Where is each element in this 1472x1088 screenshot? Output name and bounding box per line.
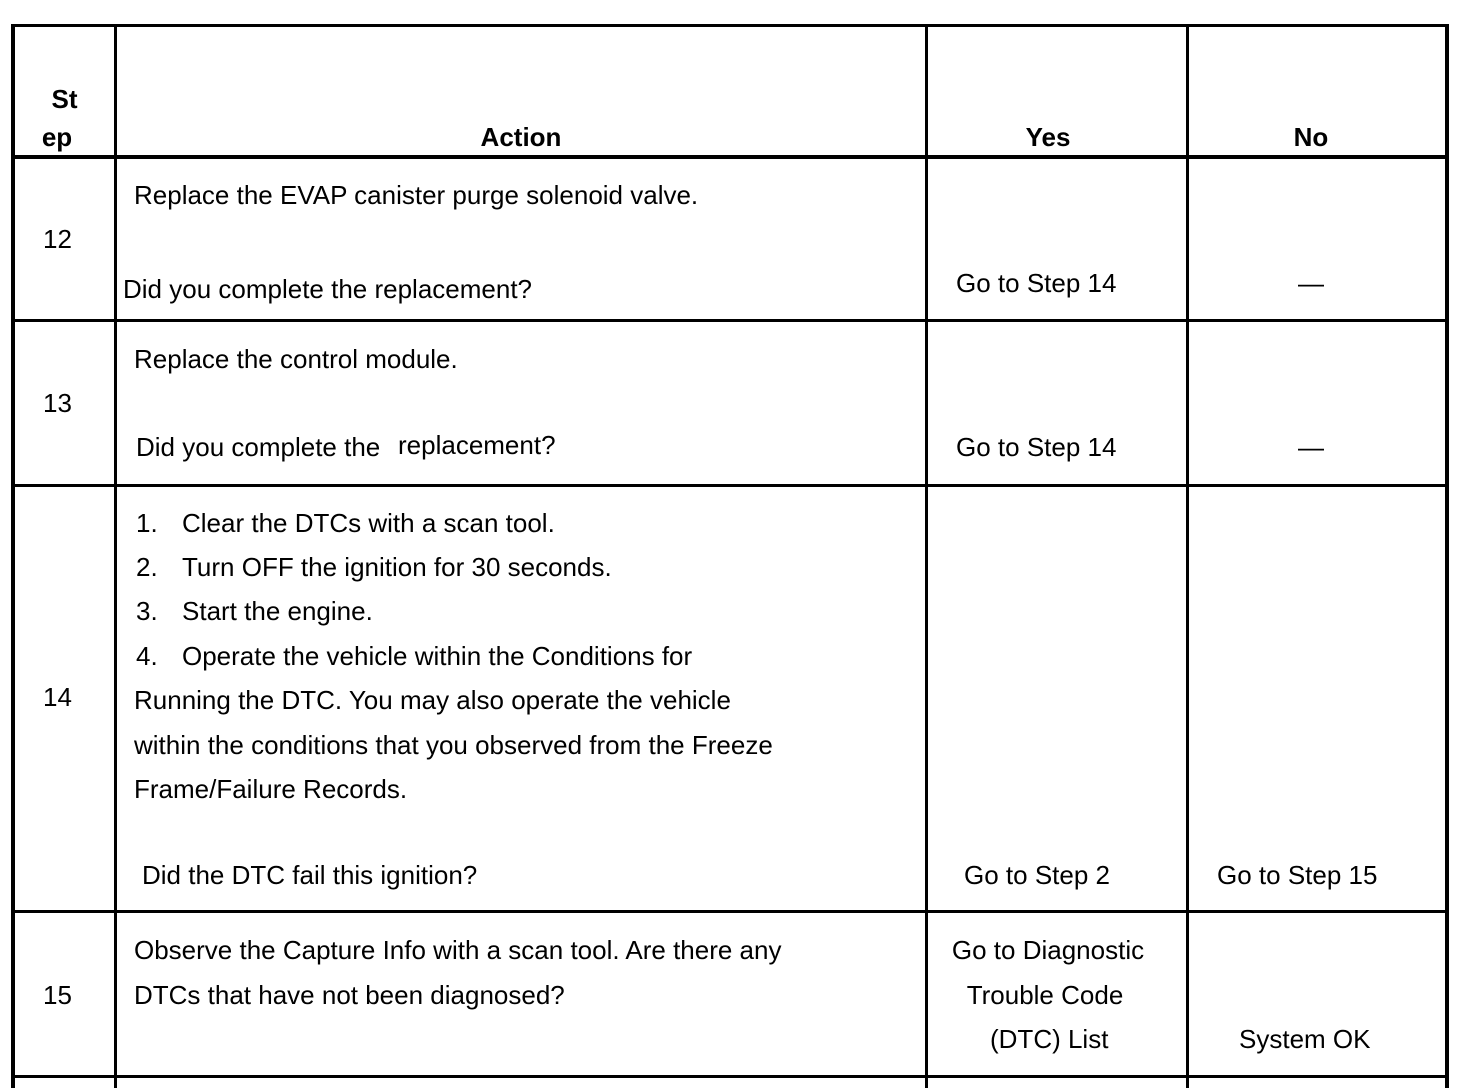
no-result: Go to Step 15 (1217, 860, 1378, 890)
list-continuation: Frame/Failure Records. (134, 774, 408, 804)
action-instruction: Replace the control module. (134, 344, 458, 374)
step-number: 13 (43, 388, 72, 418)
list-item-text: Clear the DTCs with a scan tool. (182, 508, 555, 538)
list-continuation: within the conditions that you observed from the Freeze (134, 730, 773, 760)
header-no: No (1293, 122, 1329, 152)
table-left-border (11, 24, 15, 1088)
no-result: — (1298, 268, 1324, 298)
column-divider-no (1186, 24, 1189, 1088)
list-item-number: 1. (136, 508, 158, 538)
list-item-text: Operate the vehicle within the Conditions for (182, 641, 693, 671)
list-item-number: 4. (136, 641, 158, 671)
table-top-border (11, 24, 1449, 27)
row-divider-13 (14, 484, 1449, 487)
no-result: System OK (1239, 1024, 1371, 1054)
action-question: Did you complete the (136, 432, 381, 462)
header-step-line1: St (51, 84, 78, 114)
header-step-line2: ep (41, 122, 73, 152)
yes-result: (DTC) List (990, 1024, 1109, 1054)
step-number: 14 (43, 682, 72, 712)
list-item-text: Start the engine. (182, 596, 373, 626)
column-divider-yes (925, 24, 928, 1088)
header-action: Action (480, 122, 562, 152)
yes-result: Go to Diagnostic (951, 935, 1145, 965)
list-item-number: 2. (136, 552, 158, 582)
header-bottom-border (11, 155, 1449, 159)
action-question: Did you complete the replacement? (123, 274, 533, 304)
table-bottom-border (14, 1075, 1449, 1078)
row-divider-14 (14, 910, 1449, 913)
yes-result: Go to Step 2 (964, 860, 1110, 890)
action-text: DTCs that have not been diagnosed? (134, 980, 565, 1010)
action-question: Did the DTC fail this ignition? (142, 860, 478, 890)
action-text: Observe the Capture Info with a scan tool. Are there any (134, 935, 782, 965)
table-right-border (1445, 24, 1449, 1088)
list-item-number: 3. (136, 596, 158, 626)
list-continuation: Running the DTC. You may also operate the vehicle (134, 685, 731, 715)
action-question-continued: replacement? (398, 430, 556, 460)
yes-result: Go to Step 14 (956, 432, 1117, 462)
header-yes: Yes (1025, 122, 1071, 152)
list-item-text: Turn OFF the ignition for 30 seconds. (182, 552, 612, 582)
yes-result: Go to Step 14 (956, 268, 1117, 298)
row-divider-12 (14, 319, 1449, 322)
action-instruction: Replace the EVAP canister purge solenoid valve. (134, 180, 699, 210)
step-number: 15 (43, 980, 72, 1010)
step-number: 12 (43, 224, 72, 254)
no-result: — (1298, 432, 1324, 462)
column-divider-action (114, 24, 117, 1088)
yes-result: Trouble Code (966, 980, 1124, 1010)
